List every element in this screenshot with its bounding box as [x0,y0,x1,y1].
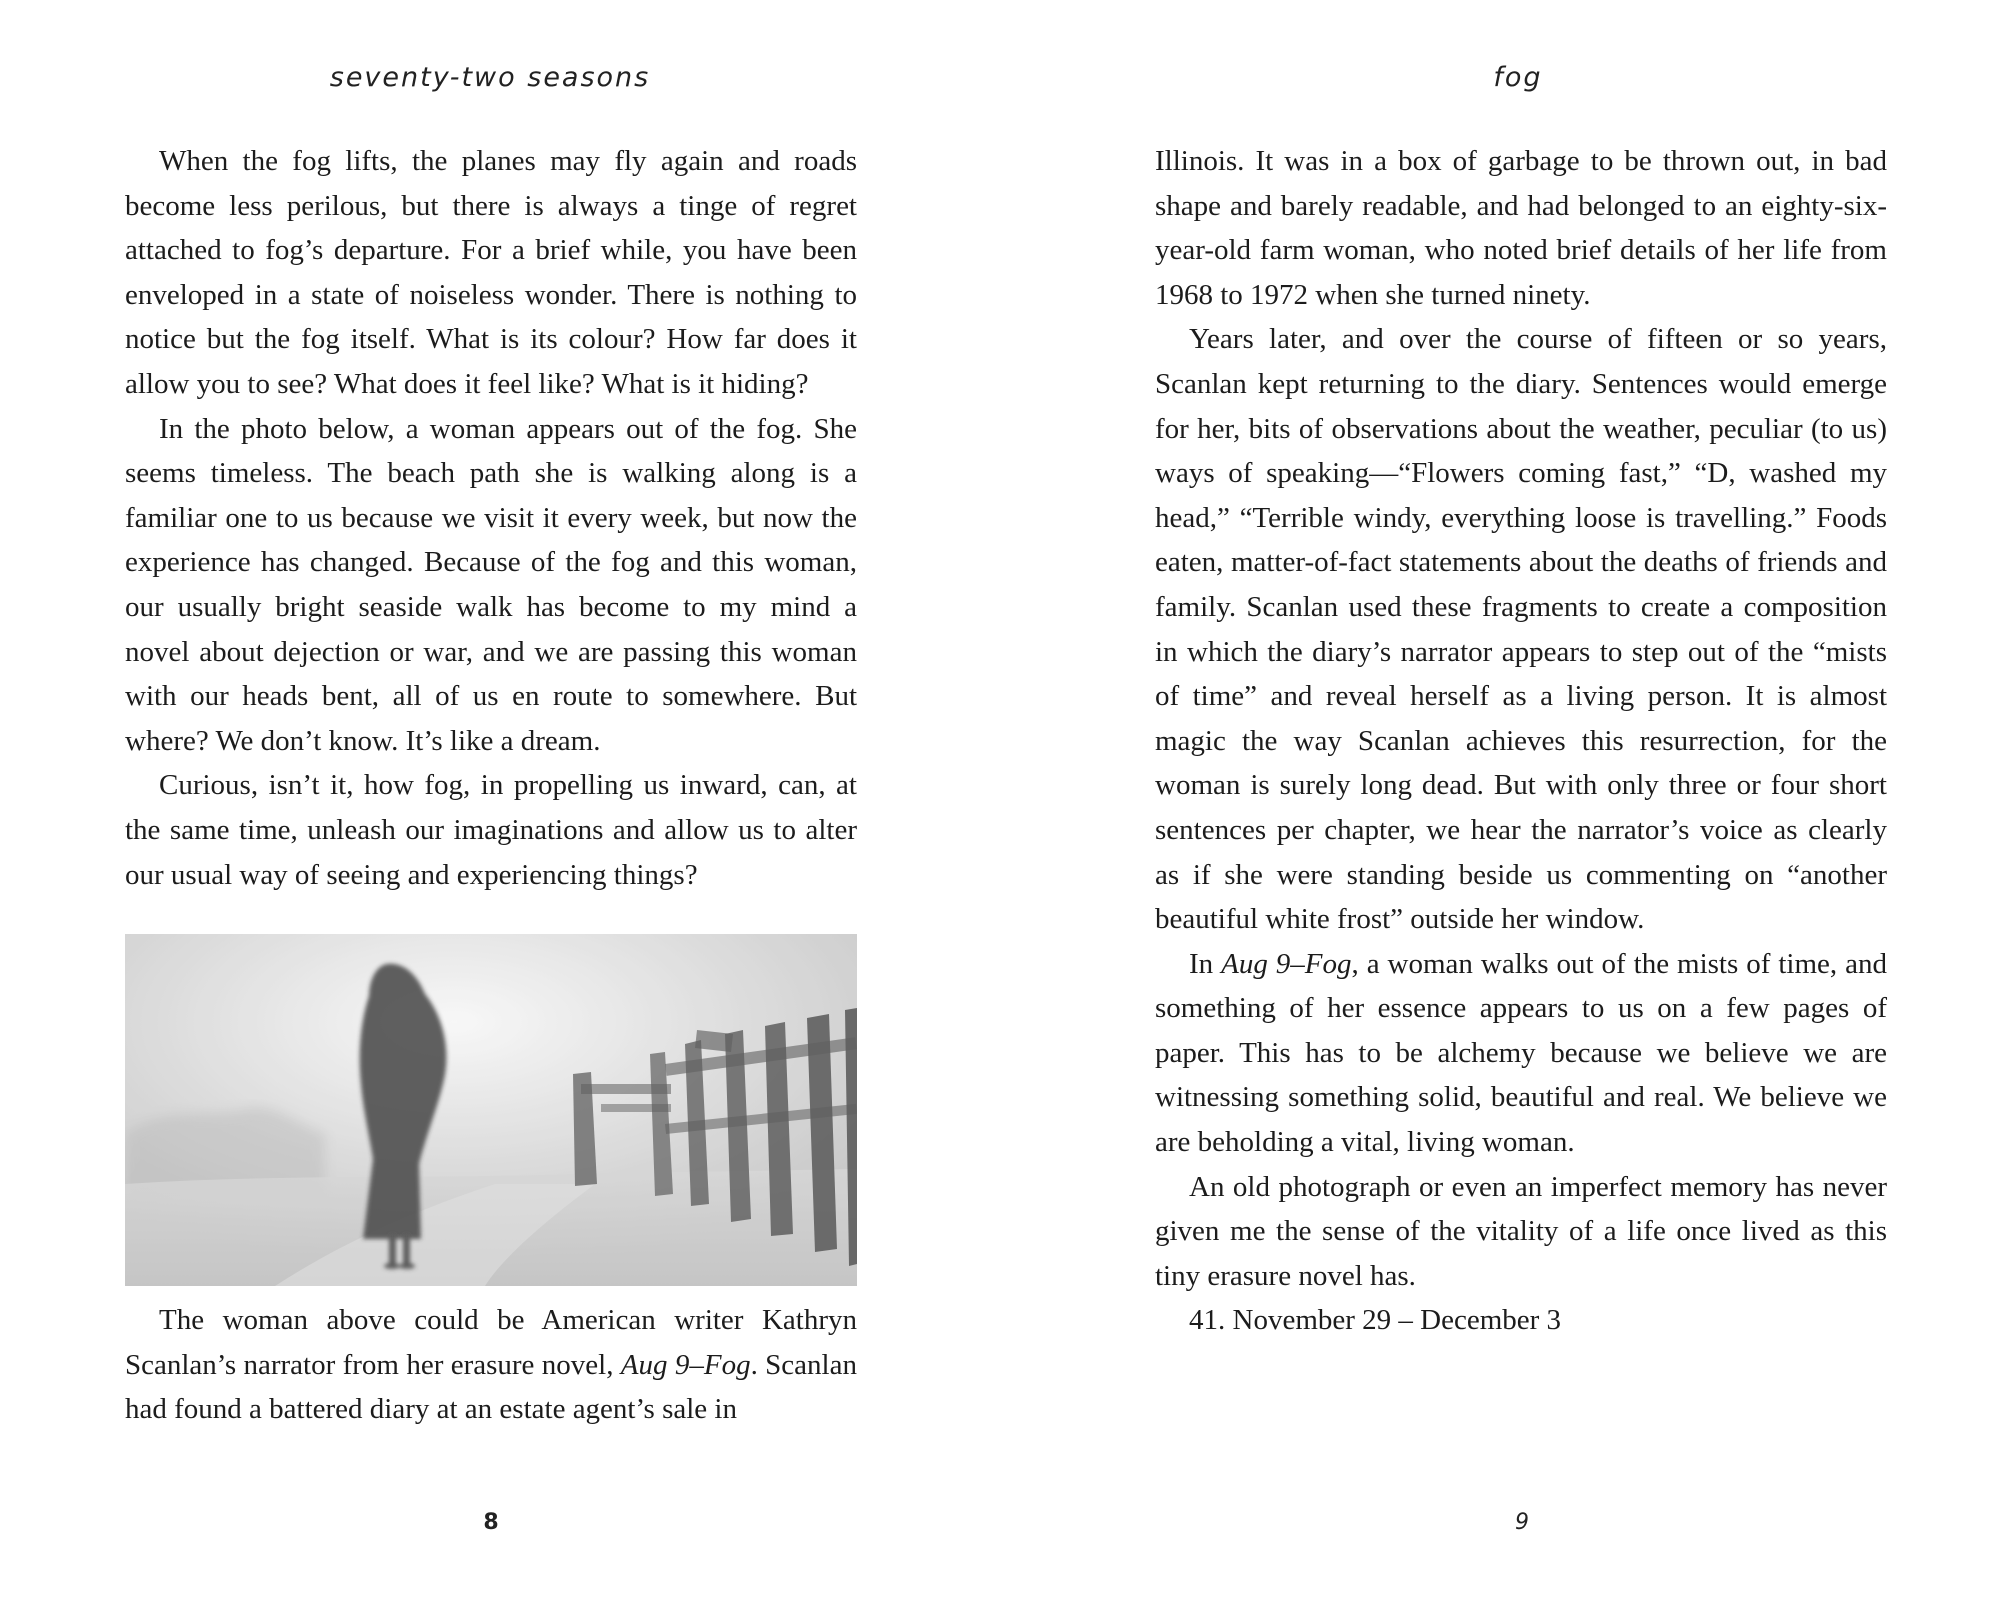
book-title: Aug 9–Fog [620,1348,751,1381]
paragraph: Years later, and over the course of fifteen or so years, Scanlan kept returning to the diary. Sentences would emerge for her, bits of observations about the weather, peculiar (to us) ways of speaking—“Flowers coming fast,” “D, washed my head,” “Terrible windy, everything loose is travelling.” Foods eaten, matter-of-fact statements about the deaths of friends and family. Scanlan used these fragments to create a composition in which the diary’s narrator appears to step out of the “mists of time” and reveal herself as a living person. It is almost magic the way Scanlan achieves this resurrection, for the woman is surely long dead. But with only three or four short sentences per chapter, we hear the narrator’s voice as clearly as if she were standing beside us commenting on “another beautiful white frost” outside her window. [1155,323,1887,936]
paragraph: An old photograph or even an imperfect memory has never given me the sense of the vitality of a life once lived as this tiny erasure novel has. [1155,1170,1887,1292]
right-page [1000,0,2000,1600]
fog-photo-illustration [125,934,857,1286]
paragraph: In the photo below, a woman appears out of the fog. She seems timeless. The beach path she is walking along is a familiar one to us because we visit it every week, but now the experience has changed. Because of the fog and this woman, our usually bright seaside walk has become to my mind a novel about dejection or war, and we are passing this woman with our heads bent, all of us en route to somewhere. But where? We don’t know. It’s like a dream. [125,412,857,757]
paragraph: Illinois. It was in a box of garbage to be thrown out, in bad shape and barely readable, and had belonged to an eighty-six-year-old farm woman, who noted brief details of her life from 1968 to 1972 when she turned ninety. [1155,145,1887,311]
right-body-text [1155,139,1887,1343]
paragraph: When the fog lifts, the planes may fly again and roads become less perilous, but there is always a tinge of regret attached to fog’s departure. For a brief while, you have been enveloped in a state of noiseless wonder. There is nothing to notice but the fog itself. What is its colour? How far does it allow you to see? What does it feel like? What is it hiding? [125,145,857,400]
fog-photo [125,934,857,1286]
paragraph: Curious, isn’t it, how fog, in propelling us inward, can, at the same time, unleash our imaginations and allow us to alter our usual way of seeing and experiencing things? [125,769,857,891]
left-body-text [125,139,857,1432]
page-number-right: 9 [1515,1510,1529,1535]
paragraph: The woman above could be American writer Kathryn Scanlan’s narrator from her erasure novel, Aug 9–Fog. Scanlan had found a battered diary at an estate agent’s sale in [125,1304,857,1426]
running-head-right: fog [1493,62,1543,93]
page-number-left: 8 [483,1510,499,1535]
running-head-left: seventy-two seasons [329,62,651,93]
book-title: Aug 9–Fog [1221,947,1352,980]
paragraph: In Aug 9–Fog, a woman walks out of the mists of time, and something of her essence appears to us on a few pages of paper. This has to be alchemy because we believe we are witnessing something solid, beautiful and real. We believe we are beholding a vital, living woman. [1155,947,1887,1159]
diary-entry-reference: 41. November 29 – December 3 [1189,1304,1562,1337]
